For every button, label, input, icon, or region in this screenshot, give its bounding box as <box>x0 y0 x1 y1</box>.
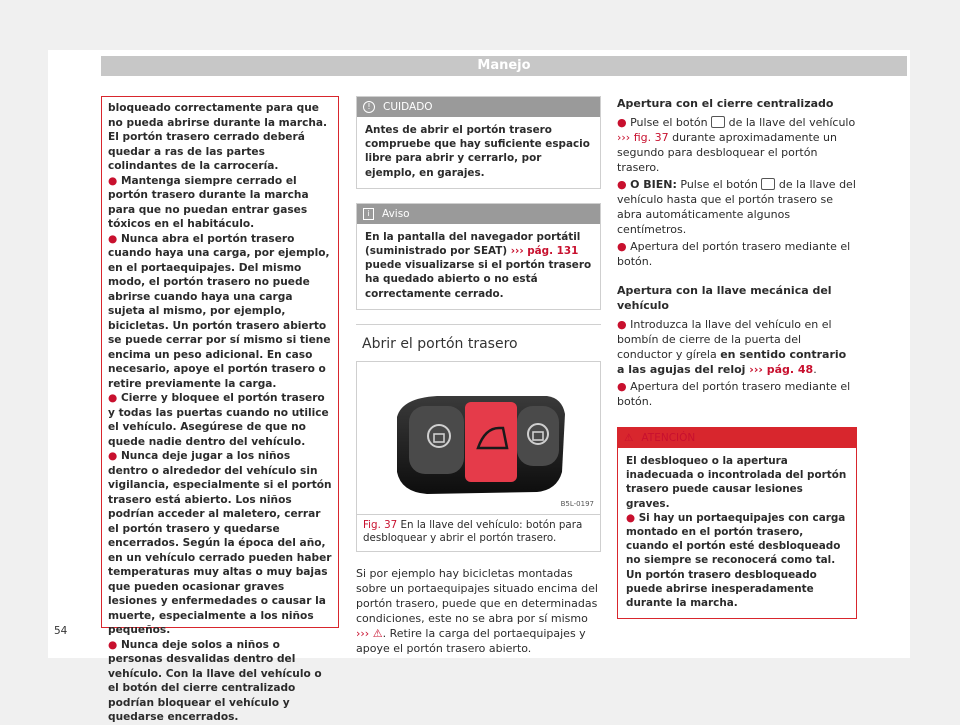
step-bullet: ● Pulse el botón de la llave del vehículo ››› fig. 37 durante aproximadamente un segundo para desbloquear el portón trasero. <box>617 116 856 174</box>
warning-triangle-icon: ⚠ <box>624 432 634 444</box>
aviso-body: En la pantalla del navegador portátil (suministrado por SEAT) ››› pág. 131 puede visualizarse si el portón trasero ha quedado abierto o no está correctamente cerrado. <box>365 230 592 300</box>
subheading-central-locking: Apertura con el cierre centralizado <box>617 97 834 110</box>
atencion-box <box>617 427 857 619</box>
section-divider <box>356 324 601 325</box>
note-icon: i <box>363 208 374 220</box>
cuidado-header: ! CUIDADO <box>357 97 600 117</box>
page-header: Manejo <box>101 56 907 76</box>
warning-triangle-icon: ⚠ <box>372 627 383 641</box>
warning-text: bloqueado correctamente para que no pueda abrirse durante la marcha. El portón trasero cerrado deberá quedar a ras de las partes colindantes de la carrocería. <box>108 102 328 172</box>
info-circle-icon: ! <box>363 101 375 113</box>
column-2 <box>356 96 601 656</box>
page <box>48 50 910 723</box>
warning-bullet: ● Nunca abra el portón trasero cuando haya una carga, por ejemplo, en el portaequipajes. Del mismo modo, el portón trasero no puede abrirse cuando haya una carga sujeta al mismo, por ejemplo, bicicletas. Un portón trasero abierto se puede cerrar por sí mismo si tiene encima un peso adicional. En caso necesario, apoye el portón trasero o retire previamente la carga. <box>108 232 331 390</box>
bullet-icon: ● <box>108 450 121 462</box>
step-bullet: ● O BIEN: Pulse el botón de la llave del vehículo hasta que el portón trasero se abra automáticamente algunos centímetros. <box>617 178 856 236</box>
figure-number: Fig. 37 <box>363 519 398 532</box>
key-fob-illustration <box>357 362 600 514</box>
step-bullet: ● Introduzca la llave del vehículo en el bombín de cierre de la puerta del conductor y gírela en sentido contrario a las agujas del reloj ››› pág. 48. <box>617 318 847 376</box>
warning-bullet: ● Cierre y bloquee el portón trasero y todas las puertas cuando no utilice el vehículo. Asegúrese de que no quede nadie dentro del vehículo. <box>108 392 329 448</box>
fig-ref-link[interactable]: ››› fig. 37 <box>617 131 669 144</box>
page-ref-link[interactable]: ››› pág. 48 <box>745 363 814 376</box>
tailgate-button-icon <box>711 116 725 128</box>
subheading-mechanical-key: Apertura con la llave mecánica del vehículo <box>617 284 832 312</box>
aviso-header: i Aviso <box>357 204 600 224</box>
atencion-header: ⚠ ATENCIÓN <box>618 428 856 448</box>
atencion-body: El desbloqueo o la apertura inadecuada o incontrolada del portón trasero puede causar lesiones graves. ● Si hay un portaequipajes con carga montado en el portón trasero, cuando el portón esté desbloqueado no siempre se reconocerá como tal. Un portón trasero desbloqueado puede abrirse inesperadamente durante la marcha. <box>626 455 847 610</box>
body-paragraph: Si por ejemplo hay bicicletas montadas sobre un portaequipajes situado encima del portón trasero, puede que en determinadas condiciones, este no se abra por sí mismo ››› ⚠. Retire la carga del portaequipajes y apoye el portón trasero abierto. <box>356 567 598 656</box>
key-fob-image <box>357 362 600 514</box>
figure-37 <box>356 361 601 552</box>
page-ref-link[interactable]: ››› pág. 131 <box>510 245 579 258</box>
bullet-icon: ● <box>108 392 121 404</box>
step-bullet: ● Apertura del portón trasero mediante el botón. <box>617 240 851 268</box>
warning-bullet: ● Nunca deje jugar a los niños dentro o alrededor del vehículo sin vigilancia, especialmente si el portón trasero está abierto. Los niños podrían acceder al maletero, cerrar el portón trasero y quedarse encerrados. Según la época del año, en un vehículo cerrado pueden haber temperaturas muy altas o muy bajas que pueden ocasionar graves lesiones y enfermedades o causar la muerte, especialmente a los niños pequeños. <box>108 450 332 636</box>
bullet-icon: ● <box>108 174 121 187</box>
warning-box-continued <box>101 96 339 723</box>
warning-ref-link[interactable]: ››› <box>356 627 370 641</box>
cuidado-body: Antes de abrir el portón trasero compruebe que hay suficiente espacio libre para abrir y cerrarlo, por ejemplo, en garajes. <box>365 124 590 179</box>
warning-bullet: ● Mantenga siempre cerrado el portón trasero durante la marcha para que no puedan entrar gases tóxicos en el habitáculo. <box>108 174 309 230</box>
column-3 <box>617 96 857 633</box>
step-bullet: ● Apertura del portón trasero mediante el botón. <box>617 380 851 408</box>
column-1 <box>101 96 339 723</box>
cuidado-box <box>356 96 601 189</box>
bullet-icon: ● <box>108 638 121 651</box>
page-number: 54 <box>54 625 68 637</box>
figure-caption: Fig. 37 En la llave del vehículo: botón para desbloquear y abrir el portón trasero. <box>357 514 600 551</box>
tailgate-button-icon <box>761 178 775 190</box>
section-title: Abrir el portón trasero <box>362 335 518 352</box>
figure-code: B5L-0197 <box>560 499 594 508</box>
aviso-box <box>356 203 601 310</box>
bullet-icon: ● <box>108 232 121 245</box>
warning-bullet: ● Nunca deje solos a niños o personas desvalidas dentro del vehículo. Con la llave del vehículo o el botón del cierre centralizado podrían bloquear el vehículo y quedarse encerrados. <box>108 638 322 723</box>
